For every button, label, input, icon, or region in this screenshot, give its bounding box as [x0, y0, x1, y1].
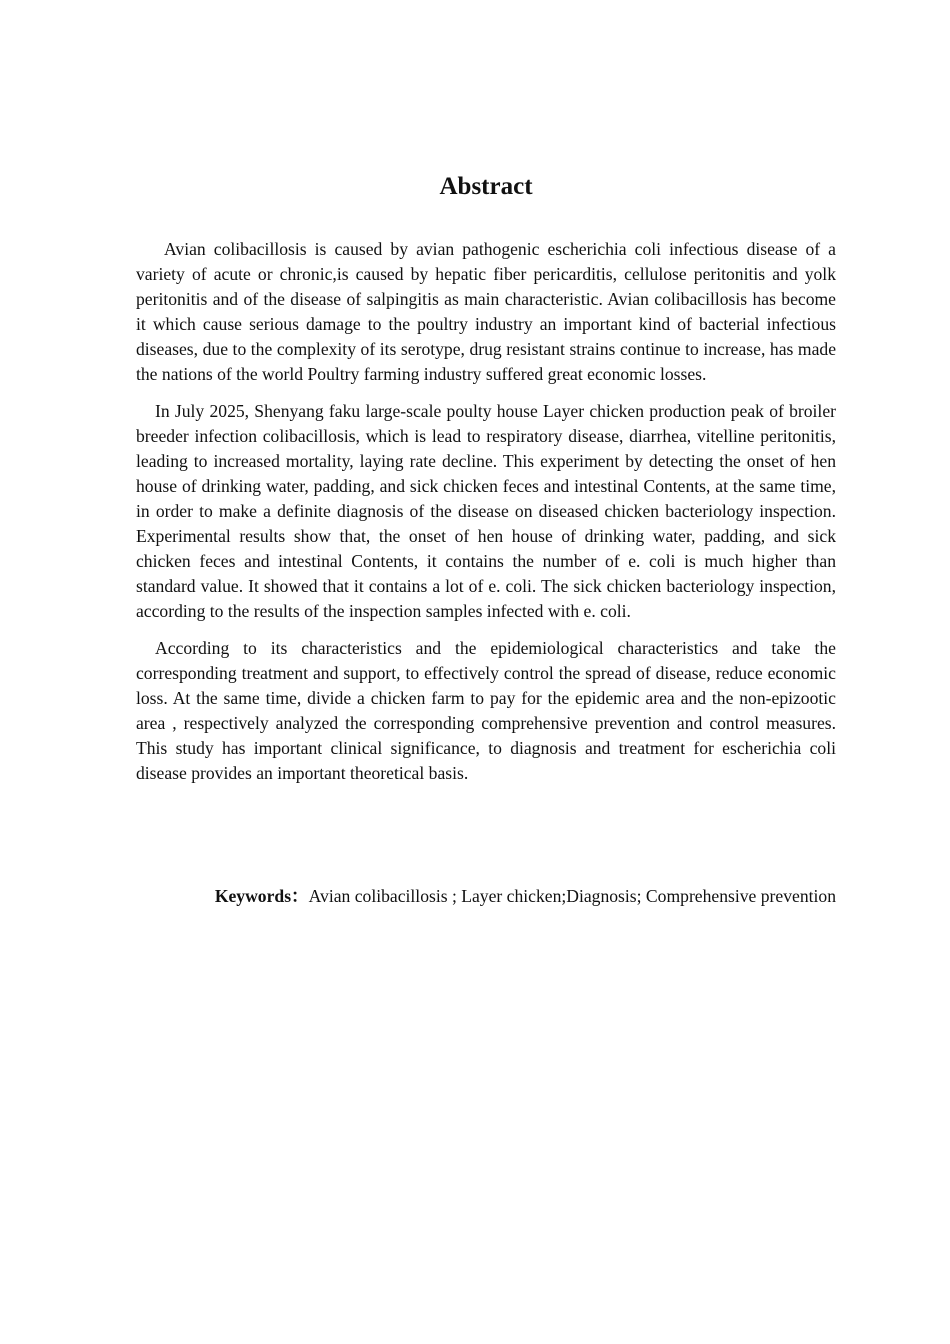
- keywords-text: Avian colibacillosis ; Layer chicken;Diagnosis; Comprehensive prevention: [308, 886, 836, 906]
- keywords-label: Keywords：: [214, 886, 309, 906]
- abstract-body: [136, 237, 836, 798]
- keywords-line: [136, 884, 836, 909]
- abstract-paragraph-1: Avian colibacillosis is caused by avian pathogenic escherichia coli infectious disease of a variety of acute or chronic,is caused by hepatic fiber pericarditis, cellulose peritonitis and yolk peritonitis and of the disease of salpingitis as main characteristic. Avian colibacillosis has become it which cause serious damage to the poultry industry an important kind of bacterial infectious diseases, due to the complexity of its serotype, drug resistant strains continue to increase, has made the nations of the world Poultry farming industry suffered great economic losses.: [136, 239, 836, 384]
- abstract-paragraph-3: According to its characteristics and the epidemiological characteristics and take the corresponding treatment and support, to effectively control the spread of disease, reduce economic loss. At the same time, divide a chicken farm to pay for the epidemic area and the non-epizootic area , respectively analyzed the corresponding comprehensive prevention and control measures. This study has important clinical significance, to diagnosis and treatment for escherichia coli disease provides an important theoretical basis.: [136, 638, 836, 783]
- abstract-title: Abstract: [439, 173, 533, 200]
- abstract-paragraph-2: In July 2025, Shenyang faku large-scale poulty house Layer chicken production peak of broiler breeder infection colibacillosis, which is lead to respiratory disease, diarrhea, vitelline peritonitis, leading to increased mortality, laying rate decline. This experiment by detecting the onset of hen house of drinking water, padding, and sick chicken feces and intestinal Contents, at the same time, in order to make a definite diagnosis of the disease on diseased chicken bacteriology inspection. Experimental results show that, the onset of hen house of drinking water, padding, and sick chicken feces and intestinal Contents, it contains the number of e. coli is much higher than standard value. It showed that it contains a lot of e. coli. The sick chicken bacteriology inspection, according to the results of the inspection samples infected with e. coli.: [136, 401, 836, 621]
